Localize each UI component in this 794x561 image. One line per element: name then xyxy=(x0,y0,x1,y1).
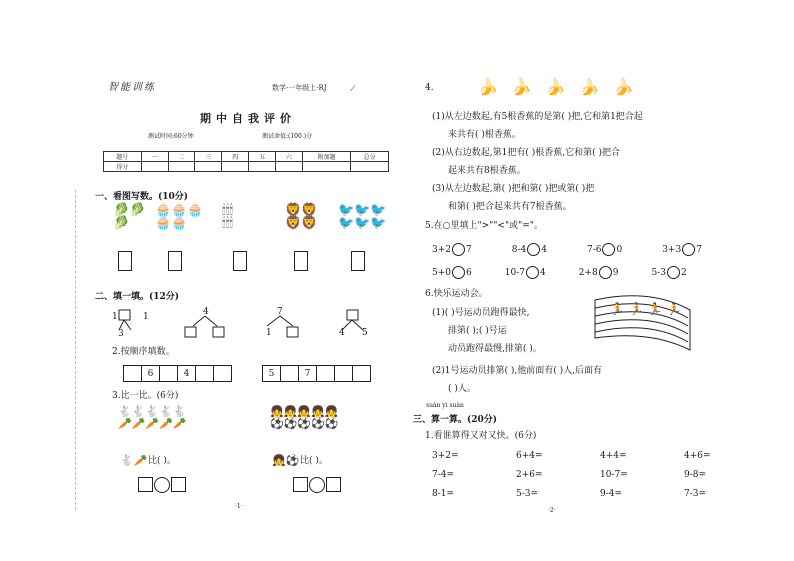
score-cell[interactable] xyxy=(141,162,168,172)
seq-cell: 5 xyxy=(262,365,281,382)
test-time: 测试时间:60分钟 xyxy=(148,133,194,140)
calc-row-2: 7-4= 2+6= 10-7= 9-8= xyxy=(432,470,707,480)
seq-cell: 6 xyxy=(141,365,160,382)
seq-cell[interactable] xyxy=(280,365,299,382)
answer-box-5[interactable] xyxy=(351,251,365,271)
answer-box-4[interactable] xyxy=(294,251,308,271)
score-cell[interactable] xyxy=(168,162,195,172)
answer-circle[interactable] xyxy=(602,243,615,256)
bird-picture: 🐦🐦🐦 🐦🐦🐦 xyxy=(338,203,387,231)
q1-c-top: 7 xyxy=(277,307,283,317)
page-number-left: ·1· xyxy=(235,503,243,510)
score-cell[interactable] xyxy=(351,162,389,172)
cake-picture: 🧁🧁🧁 🧁🧁 xyxy=(155,203,204,231)
compare-left-text: 比( )。 xyxy=(148,456,176,466)
seq-cell[interactable] xyxy=(213,365,232,382)
sequence-row-2 xyxy=(262,365,370,382)
q3-label: 3.比一比。(6分) xyxy=(112,391,179,401)
race-track-picture xyxy=(590,290,700,360)
seq-cell: 4 xyxy=(177,365,196,382)
score-header: 三 xyxy=(195,152,222,162)
answer-circle[interactable] xyxy=(527,243,540,256)
q6-2b: ( )人。 xyxy=(448,384,476,394)
answer-circle[interactable] xyxy=(599,266,612,279)
score-header: 总分 xyxy=(351,152,389,162)
compare-box[interactable] xyxy=(171,477,186,492)
q6-label: 6.快乐运动会。 xyxy=(425,289,488,299)
score-header: 题号 xyxy=(104,152,142,162)
answer-circle[interactable] xyxy=(452,266,465,279)
section-1-heading: 一、看图写数。(10分) xyxy=(95,192,189,202)
seq-cell[interactable] xyxy=(123,365,142,382)
runners-picture: 🏃🏃🏃🏃 xyxy=(610,302,686,316)
q1-a-top: 1 xyxy=(143,312,149,322)
rabbit-carrot-picture: 🐇🐇🐇🐇🐇 🥕🥕🥕🥕🥕 xyxy=(118,405,187,430)
seq-cell[interactable] xyxy=(159,365,178,382)
compare-box[interactable] xyxy=(293,477,308,492)
score-cell: 得分 xyxy=(104,162,142,172)
seq-cell: 7 xyxy=(298,365,317,382)
q2-label: 2.按顺序填数。 xyxy=(112,347,175,357)
subject-tag: 数学·一年级上·RJ xyxy=(272,84,327,92)
page-number-right: ·2· xyxy=(548,507,556,514)
section-3-heading: 三、算一算。(20分) xyxy=(413,415,498,425)
binding-margin xyxy=(55,190,76,510)
compare-row-1: 3+2 7 8-4 4 7-6 0 3+3 7 xyxy=(432,244,702,255)
q4-1a: (1)从左边数起,有5根香蕉的是第( )把,它和第1把合起 xyxy=(432,112,643,122)
q3-1-label: 1.看谁算得又对又快。(6分) xyxy=(425,431,537,441)
full-score: 测试命值:(100 )分 xyxy=(262,133,313,140)
compare-boxes-right xyxy=(293,477,341,493)
q1-a-bottom: 3 xyxy=(118,329,124,339)
q1-d-bottom1: 4 xyxy=(339,328,345,338)
child-ball-picture: 👧👧👧👧👧 ⚽⚽⚽⚽⚽ xyxy=(270,405,339,430)
page-title: 期中自我评价 xyxy=(200,112,296,125)
score-cell[interactable] xyxy=(222,162,249,172)
score-cell[interactable] xyxy=(195,162,222,172)
score-header: 附加题 xyxy=(302,152,350,162)
q4-1b: 来共有( )根香蕉。 xyxy=(448,130,521,140)
q6-1c: 动员跑得最慢,排第( )。 xyxy=(448,344,542,354)
seq-cell[interactable] xyxy=(334,365,353,382)
score-cell[interactable] xyxy=(302,162,350,172)
compare-box[interactable] xyxy=(326,477,341,492)
cabbage-picture: 🥬🥬 🥬 xyxy=(113,203,146,231)
score-header: 四 xyxy=(222,152,249,162)
banana-picture: 🍌🍌🍌🍌🍌 xyxy=(478,77,648,96)
q4-2a: (2)从右边数起,第1把有( )根香蕉,它和第( )把合 xyxy=(432,148,620,158)
q1-label: 1. xyxy=(112,312,121,322)
compare-circle[interactable] xyxy=(154,477,170,493)
candle-picture: 🕯🕯🕯 🕯🕯🕯 xyxy=(222,203,234,231)
sequence-row-1 xyxy=(123,365,231,382)
answer-box-3[interactable] xyxy=(233,251,247,271)
child-icon: 👧⚽ xyxy=(272,454,300,467)
seq-cell[interactable] xyxy=(195,365,214,382)
calc-row-1: 3+2= 6+4= 4+4= 4+6= xyxy=(432,451,711,461)
q6-1b: 排第( );( )号运 xyxy=(448,326,507,336)
q6-1a: (1)( )号运动员跑得最快, xyxy=(432,308,530,318)
q4-3a: (3)从左边数起,第( )把和第( )把或第( )把 xyxy=(432,184,595,194)
q5-label: 5.在○里填上">""<"或"="。 xyxy=(425,221,543,231)
score-cell[interactable] xyxy=(276,162,303,172)
compare-circle[interactable] xyxy=(309,477,325,493)
q6-2: (2)1号运动员排第( ),他前面有( )人,后面有 xyxy=(432,366,602,376)
compare-box[interactable] xyxy=(138,477,153,492)
section-2-heading: 二、填一填。(12分) xyxy=(95,292,180,302)
score-cell[interactable] xyxy=(249,162,276,172)
compare-right-text: 比( )。 xyxy=(300,456,328,466)
q1-c-bottom: 1 xyxy=(266,328,272,338)
score-header: 二 xyxy=(168,152,195,162)
compare-row-2: 5+0 6 10-7 4 2+8 9 5-3 2 xyxy=(432,267,687,278)
calc-row-3: 8-1= 5-3= 9-4= 7-3= xyxy=(432,489,707,499)
seq-cell[interactable] xyxy=(352,365,371,382)
page-corner-mark: ⟋ xyxy=(350,84,356,93)
answer-circle[interactable] xyxy=(667,266,680,279)
pinyin: suàn yi suàn xyxy=(426,402,464,409)
q1-d-bottom2: 5 xyxy=(362,328,368,338)
q1-b-top: 4 xyxy=(203,307,209,317)
answer-box-2[interactable] xyxy=(168,251,182,271)
q4-3b: 和第( )把合起来共有7根香蕉。 xyxy=(448,202,572,212)
answer-box-1[interactable] xyxy=(118,251,132,271)
q4-2b: 起来共有8根香蕉。 xyxy=(448,166,526,176)
seq-cell[interactable] xyxy=(316,365,335,382)
answer-circle[interactable] xyxy=(682,243,695,256)
score-table xyxy=(103,151,389,172)
handwritten-header: 智能训练 xyxy=(108,82,156,93)
answer-circle[interactable] xyxy=(526,266,539,279)
rabbit-icon: 🐇🥕 xyxy=(120,454,148,467)
lion-picture: 🦁🦁 🦁🦁 xyxy=(285,203,318,231)
answer-circle[interactable] xyxy=(452,243,465,256)
score-header: 一 xyxy=(141,152,168,162)
q4-label: 4. xyxy=(425,83,434,93)
compare-boxes-left xyxy=(138,477,186,493)
score-header: 五 xyxy=(249,152,276,162)
score-header: 六 xyxy=(276,152,303,162)
